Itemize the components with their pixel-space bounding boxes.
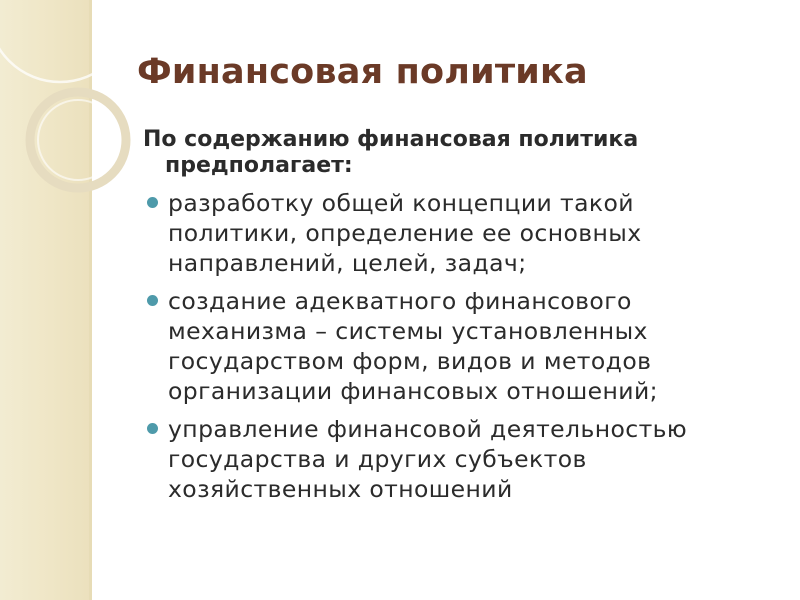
bullet-line: организации финансовых отношений; (168, 377, 658, 405)
bullet-line: создание адекватного финансового (168, 287, 632, 315)
slide-title: Финансовая политика (137, 52, 588, 92)
bullet-dot-icon (147, 423, 158, 434)
intro-text (143, 127, 783, 179)
bullet-line: государства и других субъектов (168, 445, 587, 473)
bullet-item (143, 188, 783, 278)
bullet-line: механизма – системы установленных (168, 317, 648, 345)
bullet-item (143, 286, 783, 406)
intro-line: По содержанию финансовая политика (143, 127, 639, 152)
intro-line: предполагает: (165, 153, 353, 178)
bullet-line: государством форм, видов и методов (168, 347, 652, 375)
bullet-line: политики, определение ее основных (168, 219, 642, 247)
bullet-dot-icon (147, 197, 158, 208)
bullet-line: управление финансовой деятельностью (168, 415, 688, 443)
bullet-line: направлений, целей, задач; (168, 249, 527, 277)
bullet-dot-icon (147, 295, 158, 306)
bullet-line: хозяйственных отношений (168, 475, 513, 503)
slide-content (143, 127, 783, 512)
bullet-item (143, 414, 783, 504)
bullet-line: разработку общей концепции такой (168, 189, 634, 217)
decorative-circles (0, 0, 160, 260)
bullet-list (143, 188, 783, 504)
